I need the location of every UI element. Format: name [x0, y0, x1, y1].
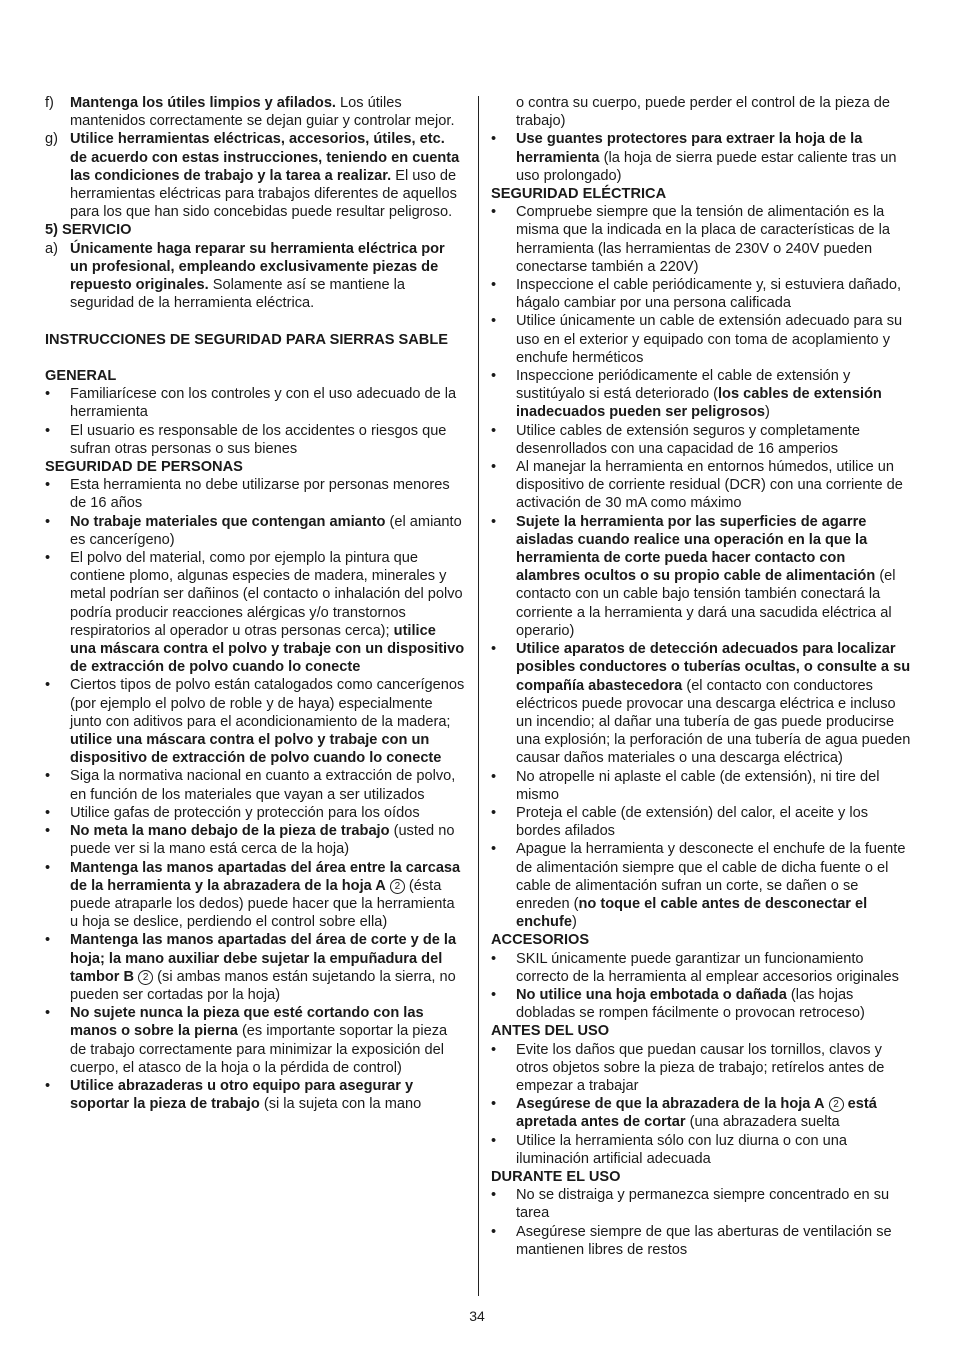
bullet-item: • No atropelle ni aplaste el cable (de extensión), ni tire del mismo [491, 768, 880, 803]
right-column [491, 94, 911, 1259]
bullet-item: • No meta la mano debajo de la pieza de trabajo (usted no puede ver si la mano está cerca de la hoja) [45, 823, 455, 858]
bullet-item: • Utilice únicamente un cable de extensión adecuado para su uso en el exterior y equipado con toma de acoplamiento y enchufe herméticos [491, 313, 903, 366]
figure-ref-icon: 2 [829, 1097, 844, 1112]
item-bold-text: Mantenga los útiles limpios y afilados. [70, 95, 336, 111]
section-heading-antes: ANTES DEL USO [491, 1023, 610, 1040]
list-item-a [45, 240, 465, 313]
bullet-item: • Utilice gafas de protección y protección para los oídos [45, 804, 420, 821]
section-heading-electrica: SEGURIDAD ELÉCTRICA [491, 186, 667, 203]
section-heading-sierras: INSTRUCCIONES DE SEGURIDAD PARA SIERRAS SABLE [45, 331, 448, 348]
continued-text: o contra su cuerpo, puede perder el control de la pieza de trabajo) [516, 95, 891, 130]
bullet-item: • Utilice aparatos de detección adecuados para localizar posibles conductores o tuberías ocultas, o consulte a su compañía abastecedora (el contacto con conductores eléctricos puede provocar una descarga eléctrica e incluso un incendio; al dañar una tubería de gas puede producirse una explosión; la perforación de una tubería de agua pueden causar daños materiales o una descarga eléctrica) [491, 641, 911, 767]
section-heading-personas: SEGURIDAD DE PERSONAS [45, 459, 243, 476]
item-text: Solamente así se mantiene la seguridad de la herramienta eléctrica. [70, 277, 406, 312]
bullet-item: • El polvo del material, como por ejemplo la pintura que contiene plomo, algunas especies de madera, minerales y metal podrían ser dañinos (el contacto o inhalación del polvo podría producir reacciones alérgicas y/o transtornos respiratorios al operador u otras personas cerca); utilice una máscara contra el polvo y trabaje con un dispositivo de extracción de polvo cuando lo conecte [45, 550, 465, 676]
bullet-item: • Asegúrese de que la abrazadera de la hoja A 2 está apretada antes de cortar (una abrazadera suelta [491, 1096, 877, 1131]
section-heading-accesorios: ACCESORIOS [491, 932, 590, 949]
page-number: 34 [469, 1308, 485, 1324]
bullet-item: • Mantenga las manos apartadas del área de corte y de la hoja; la mano auxiliar debe sujetar la empuñadura del tambor B 2 (si ambas manos están sujetando la sierra, no pueden ser cortadas por la hoja) [45, 932, 457, 1003]
bullet-item: • Inspeccione periódicamente el cable de extensión y sustitúyalo si está deteriorado (los cables de extensión inadecuados pueden ser peligrosos) [491, 368, 882, 421]
figure-ref-icon: 2 [138, 970, 153, 985]
bullet-item: • Evite los daños que puedan causar los tornillos, clavos y otros objetos sobre la pieza de trabajo; retírelos antes de empezar a trabajar [491, 1041, 885, 1094]
bullet-item: • Familiarícese con los controles y con el uso adecuado de la herramienta [45, 386, 457, 421]
bullet-item: • Utilice cables de extensión seguros y completamente desenrollados con una capacidad de 16 amperios [491, 422, 860, 457]
bullet-item: • SKIL únicamente puede garantizar un funcionamiento correcto de la herramienta al emplear accesorios originales [491, 950, 899, 985]
item-bold-text: Únicamente haga reparar su herramienta eléctrica por un profesional, empleando exclusivamente piezas de repuesto originales. [70, 240, 445, 294]
bullet-item: • Proteja el cable (de extensión) del calor, el aceite y los bordes afilados [491, 804, 869, 840]
bullet-item: • Asegúrese siempre de que las aberturas de ventilación se mantienen libres de restos [491, 1223, 892, 1258]
bullet-item: • No sujete nunca la pieza que esté cortando con las manos o sobre la pierna (es importante soportar la pieza de trabajo correctamente para minimizar la exposición del cuerpo, el atasco de la hoja o la pérdida de control) [45, 1005, 448, 1076]
bullet-item: • Use guantes protectores para extraer la hoja de la herramienta (la hoja de sierra puede estar caliente tras un uso prolongado) [491, 131, 897, 184]
bullet-item: • No utilice una hoja embotada o dañada (las hojas dobladas se rompen fácilmente o provocan retroceso) [491, 986, 865, 1022]
bullet-item: • Ciertos tipos de polvo están catalogados como cancerígenos (por ejemplo el polvo de roble y de haya) especialmente junto con aditivos para el acondicionamiento de la madera; utilice una máscara contra el polvo y trabaje con un dispositivo de extracción de polvo cuando lo conecte [45, 677, 465, 767]
bullet-item: • Utilice abrazaderas u otro equipo para asegurar y soportar la pieza de trabajo (si la sujeta con la mano [45, 1077, 422, 1113]
bullet-item: • Esta herramienta no debe utilizarse por personas menores de 16 años [45, 477, 450, 512]
bullet-item: • No trabaje materiales que contengan amianto (el amianto es cancerígeno) [45, 513, 462, 548]
list-item-g [45, 130, 465, 221]
bullet-item: • El usuario es responsable de los accidentes o riesgos que sufran otras personas o sus bienes [45, 422, 447, 457]
bullet-item: • Sujete la herramienta por las superficies de agarre aisladas cuando realice una operación en la que la herramienta de corte pueda hacer contacto con alambres ocultos o su propio cable de alimentación (el contacto con un cable bajo tensión también conectará la corriente a la herramienta y dará una sacudida eléctrica al operario) [491, 513, 896, 639]
item-bold-text: Utilice herramientas eléctricas, accesorios, útiles, etc. de acuerdo con estas instrucciones, teniendo en cuenta las condiciones de trabajo y la tarea a realizar. [70, 131, 460, 184]
bullet-item: • No se distraiga y permanezca siempre concentrado en su tarea [491, 1187, 890, 1222]
bullet-item: • Inspeccione el cable periódicamente y, si estuviera dañado, hágalo cambiar por una persona calificada [491, 277, 902, 312]
bullet-item: • Apague la herramienta y desconecte el enchufe de la fuente de alimentación siempre que el cable de dicha fuente o el cable de alimentación sufran un corte, se dañen o se enreden (no toque el cable antes de desconectar el enchufe) [491, 841, 906, 931]
item-text: Los útiles mantenidos correctamente se dejan guiar y controlar mejor. [70, 95, 455, 130]
item-marker: a) [45, 240, 58, 257]
column-divider [478, 96, 479, 1296]
item-marker: f) [45, 95, 54, 111]
item-text: El uso de herramientas eléctricas para trabajos diferentes de aquellos para los que han sido concebidas puede resultar peligroso. [70, 167, 457, 221]
figure-ref-icon: 2 [390, 879, 405, 894]
bullet-item: • Siga la normativa nacional en cuanto a extracción de polvo, en función de los materiales que vayan a ser utilizados [45, 768, 456, 803]
bullet-item: • Utilice la herramienta sólo con luz diurna o con una iluminación artificial adecuada [491, 1132, 847, 1167]
section-heading-durante: DURANTE EL USO [491, 1168, 621, 1185]
item-marker: g) [45, 131, 58, 148]
left-column [45, 94, 465, 1113]
section-heading-servicio: 5) SERVICIO [45, 222, 132, 239]
bullet-item: • Compruebe siempre que la tensión de alimentación es la misma que la indicada en la placa de características de la herramienta (las herramientas de 230V o 240V pueden conectarse también a 220V) [491, 204, 890, 275]
section-heading-general: GENERAL [45, 368, 117, 385]
bullet-item: • Mantenga las manos apartadas del área entre la carcasa de la herramienta y la abrazadera de la hoja A 2 (ésta puede atraparle los dedos) puede hacer que la herramienta u hoja se deslice, perdiendo el control sobre ella) [45, 859, 461, 931]
list-item-f [45, 94, 465, 130]
bullet-item: • Al manejar la herramienta en entornos húmedos, utilice un dispositivo de corriente residual (DCR) con una corriente de activación de 30 mA como máximo [491, 459, 903, 512]
